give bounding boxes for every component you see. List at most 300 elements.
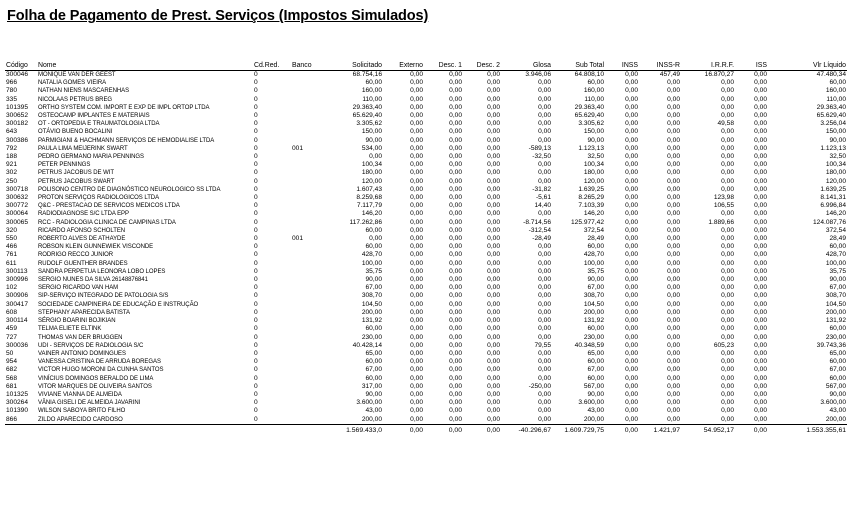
table-cell: VANESSA CRISTINA DE ARRUDA BOREGAS	[38, 359, 161, 366]
table-row	[5, 268, 847, 276]
table-cell: 0,00	[449, 284, 462, 292]
table-cell: 0	[254, 317, 258, 325]
table-cell: 0,00	[754, 202, 767, 210]
table-cell: 0	[254, 71, 258, 78]
table-cell: 0,00	[487, 267, 500, 275]
table-cell: 0,00	[410, 144, 423, 152]
table-cell	[291, 350, 321, 358]
table-cell: 0,00	[754, 177, 767, 185]
table-cell: PETER PENNINGS	[38, 162, 91, 169]
table-cell: 0,00	[667, 226, 680, 234]
table-cell: 0,00	[754, 128, 767, 136]
table-cell: 0,00	[667, 136, 680, 144]
table-row	[5, 186, 847, 194]
table-cell: 0,00	[721, 317, 734, 325]
table-header-row	[5, 61, 847, 71]
table-cell: 60,00	[829, 325, 846, 333]
table-cell	[291, 112, 321, 120]
table-cell: 0,00	[487, 382, 500, 390]
table-cell: 300632	[6, 194, 29, 202]
table-cell: 0,00	[721, 374, 734, 382]
table-cell: 0,00	[721, 103, 734, 111]
table-cell: 90,00	[829, 136, 846, 144]
table-cell: 120,00	[583, 177, 604, 185]
table-cell: 0,00	[449, 349, 462, 357]
table-cell: 100,34	[583, 161, 604, 169]
table-cell	[291, 407, 321, 415]
table-cell: 0,00	[487, 235, 500, 243]
table-cell: -589,13	[528, 144, 551, 152]
table-cell: 0	[254, 103, 258, 111]
table-cell: 0,00	[449, 210, 462, 218]
table-cell: 0,00	[754, 341, 767, 349]
table-cell: 0,00	[487, 284, 500, 292]
table-cell: 0,00	[625, 235, 638, 243]
table-cell: 0	[254, 399, 258, 407]
table-cell: 64.808,10	[574, 71, 604, 78]
col-header-iss: ISS	[735, 61, 768, 71]
table-row	[5, 71, 847, 80]
table-cell: 0	[254, 415, 258, 423]
table-cell: 0,00	[449, 276, 462, 284]
table-cell: 1.889,66	[708, 218, 734, 226]
table-cell: 0,00	[449, 120, 462, 128]
table-cell: 160,00	[361, 87, 382, 95]
table-cell: 567,00	[583, 382, 604, 390]
table-cell: 0,00	[410, 185, 423, 193]
table-cell: 35,75	[365, 267, 382, 275]
table-row	[5, 104, 847, 112]
table-cell: 0,00	[410, 202, 423, 210]
table-row	[5, 383, 847, 391]
table-cell: 0,00	[410, 390, 423, 398]
table-cell: 0,00	[410, 153, 423, 161]
table-cell: 0	[254, 333, 258, 341]
table-cell: 14,40	[534, 202, 551, 210]
table-cell	[291, 137, 321, 145]
table-cell: 0,00	[754, 71, 767, 78]
table-row	[5, 416, 847, 425]
table-cell: 0,00	[449, 235, 462, 243]
table-cell: 60,00	[587, 79, 604, 87]
table-cell: 0,00	[625, 259, 638, 267]
table-cell: 0	[254, 284, 258, 292]
table-cell: 0,00	[410, 103, 423, 111]
table-cell: 300906	[6, 292, 29, 300]
table-cell: 1.123,13	[820, 144, 846, 152]
table-cell: 0	[254, 226, 258, 234]
table-cell: 180,00	[361, 169, 382, 177]
table-cell: 0,00	[449, 161, 462, 169]
table-cell: 0,00	[538, 407, 551, 415]
table-cell	[291, 251, 321, 259]
table-cell: 0,00	[667, 153, 680, 161]
table-cell: 131,92	[583, 317, 604, 325]
table-cell: 0,00	[721, 87, 734, 95]
table-cell	[291, 276, 321, 284]
table-cell: 0,00	[410, 71, 423, 78]
table-cell: 0	[254, 95, 258, 103]
table-cell: 0,00	[487, 259, 500, 267]
table-cell: 0,00	[449, 95, 462, 103]
table-row	[5, 79, 847, 87]
table-cell	[291, 317, 321, 325]
col-header-codigo: Código	[5, 61, 37, 71]
table-cell: 110,00	[584, 95, 604, 103]
table-cell: 230,00	[361, 333, 382, 341]
table-cell: 0	[254, 144, 258, 152]
table-cell: 0,00	[487, 399, 500, 407]
total-vlr-liquido: 1.553.355,61	[768, 424, 847, 435]
table-cell: 0,00	[449, 325, 462, 333]
table-cell: 65,00	[365, 349, 382, 357]
table-cell: 0	[254, 161, 258, 169]
table-cell: 335	[6, 95, 18, 103]
table-cell: 0	[254, 251, 258, 259]
table-cell: 0,00	[487, 185, 500, 193]
table-cell: 90,00	[365, 390, 382, 398]
table-cell: PETRUS JACOBUS SWART	[38, 178, 115, 185]
table-cell: 0,00	[667, 325, 680, 333]
table-cell	[291, 120, 321, 128]
table-row	[5, 153, 847, 161]
table-cell: 0,00	[625, 185, 638, 193]
table-cell: -31,82	[532, 185, 551, 193]
table-cell	[291, 366, 321, 374]
table-cell: 60,00	[365, 79, 382, 87]
table-cell: 0,00	[538, 349, 551, 357]
table-cell: -8.714,56	[523, 218, 551, 226]
table-cell: 0,00	[410, 112, 423, 120]
table-cell: 117.262,86	[349, 218, 382, 226]
table-cell: 0,00	[410, 136, 423, 144]
table-cell: 0,00	[449, 103, 462, 111]
table-cell: NATHAN NIENS MASCARENHAS	[38, 88, 130, 95]
table-cell: 0,00	[721, 267, 734, 275]
table-cell: 60,00	[365, 243, 382, 251]
table-cell: 0,00	[487, 374, 500, 382]
table-cell: 0,00	[721, 259, 734, 267]
table-cell	[291, 227, 321, 235]
table-cell: 792	[6, 144, 18, 152]
table-cell: 90,00	[365, 276, 382, 284]
table-cell: 643	[6, 128, 18, 136]
table-cell: 0	[254, 120, 258, 128]
table-cell: 0,00	[410, 341, 423, 349]
table-cell: 0,00	[625, 292, 638, 300]
table-cell: 3.600,00	[356, 399, 382, 407]
table-row	[5, 120, 847, 128]
table-cell: 0,00	[754, 276, 767, 284]
table-cell: OTÁVIO BUENO BOCALINI	[38, 129, 113, 136]
table-cell: 0	[254, 366, 258, 374]
table-cell: 0	[254, 292, 258, 300]
table-cell: 0,00	[487, 300, 500, 308]
table-cell: 3.305,62	[578, 120, 604, 128]
table-cell	[291, 268, 321, 276]
report-title: Folha de Pagamento de Prest. Serviços (Impostos Simulados)	[7, 8, 429, 24]
table-cell: 60,00	[587, 243, 604, 251]
table-cell: 0,00	[369, 235, 382, 243]
table-cell: 308,70	[583, 292, 604, 300]
table-cell: 0,00	[625, 112, 638, 120]
table-cell: 0,00	[410, 235, 423, 243]
table-cell: 0,00	[538, 276, 551, 284]
table-cell: 160,00	[583, 87, 604, 95]
table-cell: 0,00	[410, 399, 423, 407]
table-cell: 0,00	[410, 292, 423, 300]
table-cell: RCC - RADIOLOGIA CLINICA DE CAMPINAS LTDA	[38, 219, 176, 226]
table-cell: 0,00	[538, 120, 551, 128]
table-row	[5, 219, 847, 227]
table-cell: 200,00	[825, 308, 846, 316]
table-cell: 0,00	[667, 185, 680, 193]
table-cell: PAULA LIMA MEIJERINK SWART	[38, 145, 128, 152]
table-cell: 0,00	[410, 325, 423, 333]
table-cell: 300065	[6, 218, 29, 226]
table-cell: 0,00	[625, 161, 638, 169]
table-cell: 0,00	[625, 390, 638, 398]
table-cell: 0,00	[449, 87, 462, 95]
table-cell: 457,49	[659, 71, 680, 78]
table-cell: 0,00	[721, 177, 734, 185]
table-cell	[291, 79, 321, 87]
table-cell: 0,00	[667, 276, 680, 284]
table-cell: 0,00	[754, 251, 767, 259]
table-cell: 459	[6, 325, 18, 333]
table-cell: 0,00	[721, 136, 734, 144]
table-cell	[291, 219, 321, 227]
table-row	[5, 112, 847, 120]
col-header-glosa: Glosa	[501, 61, 552, 71]
table-cell: 43,00	[829, 407, 846, 415]
table-cell: 0,00	[721, 308, 734, 316]
table-cell: 200,00	[583, 415, 604, 423]
table-cell: 0,00	[625, 128, 638, 136]
table-cell	[291, 325, 321, 333]
table-row	[5, 366, 847, 374]
table-cell: 100,00	[583, 259, 604, 267]
table-cell: 300182	[6, 120, 29, 128]
table-row	[5, 235, 847, 243]
table-cell: 60,00	[365, 358, 382, 366]
table-cell: 68.754,16	[352, 71, 382, 78]
table-cell	[291, 383, 321, 391]
table-cell: 0,00	[410, 366, 423, 374]
table-cell: 0	[254, 128, 258, 136]
table-cell: 0,00	[410, 374, 423, 382]
table-cell: 0,00	[625, 399, 638, 407]
table-cell: 0,00	[625, 120, 638, 128]
table-cell: 300264	[6, 399, 29, 407]
table-cell: 100,34	[825, 161, 846, 169]
table-cell: 308,70	[825, 292, 846, 300]
table-cell: 317,00	[361, 382, 382, 390]
table-cell: 0,00	[487, 136, 500, 144]
table-cell: 0,00	[449, 259, 462, 267]
table-cell: PARMIGIANI & HACHMANN SERVIÇOS DE HEMODIALISE LTDA	[38, 137, 215, 144]
table-cell: 0,00	[625, 226, 638, 234]
table-cell: 300114	[6, 317, 28, 325]
table-row	[5, 317, 847, 325]
table-row	[5, 178, 847, 186]
table-cell: 65.629,40	[352, 112, 382, 120]
table-cell: 0,00	[754, 153, 767, 161]
table-cell: 0,00	[754, 415, 767, 423]
table-cell: 0,00	[667, 177, 680, 185]
total-cell	[37, 424, 253, 435]
table-cell: 0,00	[487, 358, 500, 366]
table-row	[5, 194, 847, 202]
table-cell: 1.639,25	[578, 185, 604, 193]
table-cell: 0	[254, 325, 258, 333]
table-cell: 302	[6, 169, 18, 177]
total-cell	[5, 424, 37, 435]
table-cell: 0,00	[449, 194, 462, 202]
table-cell: 32,50	[829, 153, 846, 161]
total-iss: 0,00	[735, 424, 768, 435]
table-cell: 0,00	[449, 415, 462, 423]
table-cell: 0,00	[625, 308, 638, 316]
table-cell: 0,00	[487, 153, 500, 161]
table-cell: 0,00	[667, 103, 680, 111]
table-cell: 921	[6, 161, 18, 169]
table-cell: 0,00	[410, 251, 423, 259]
table-cell: 67,00	[829, 284, 846, 292]
table-cell: 0,00	[487, 390, 500, 398]
table-cell: 110,00	[362, 95, 382, 103]
table-cell: 0,00	[449, 71, 462, 78]
table-cell: 780	[6, 87, 18, 95]
table-cell: RUDOLF GUENTHER BRANDES	[38, 260, 128, 267]
table-cell: 0,00	[410, 210, 423, 218]
table-cell: 0,00	[538, 317, 551, 325]
table-cell	[291, 96, 321, 104]
table-cell: 0,00	[721, 284, 734, 292]
table-cell: 28,49	[829, 235, 846, 243]
table-cell: 0,00	[754, 120, 767, 128]
table-cell: 0,00	[410, 243, 423, 251]
table-cell: 29.363,40	[574, 103, 604, 111]
table-cell: 0,00	[449, 243, 462, 251]
table-cell: 160,00	[825, 87, 846, 95]
table-cell: 608	[6, 308, 18, 316]
table-cell: 0,00	[487, 226, 500, 234]
table-cell: 6.996,84	[820, 202, 846, 210]
table-cell: 146,20	[825, 210, 846, 218]
table-cell: 0,00	[721, 407, 734, 415]
table-cell: 0,00	[410, 226, 423, 234]
table-row	[5, 325, 847, 333]
table-cell: 320	[6, 226, 18, 234]
table-cell: SIP-SERVIÇO INTEGRADO DE PATOLOGIA S/S	[38, 293, 169, 300]
table-cell: 866	[6, 415, 18, 423]
table-cell: 0,00	[754, 103, 767, 111]
table-cell: 0,00	[449, 407, 462, 415]
table-cell: 35,75	[587, 267, 604, 275]
table-cell: 3.305,62	[356, 120, 382, 128]
table-cell: 954	[6, 358, 18, 366]
table-cell: 40.348,59	[574, 341, 604, 349]
table-cell	[291, 178, 321, 186]
table-cell: 0,00	[538, 300, 551, 308]
table-cell: 682	[6, 366, 18, 374]
table-cell: 124.087,76	[812, 218, 846, 226]
table-cell: 65,00	[829, 349, 846, 357]
table-cell: 104,50	[825, 300, 846, 308]
table-cell: 0	[254, 407, 258, 415]
table-cell: 29.363,40	[352, 103, 382, 111]
table-cell: 300996	[6, 276, 29, 284]
table-cell: 0	[254, 153, 258, 161]
total-glosa: -40.296,67	[501, 424, 552, 435]
table-cell: SOCIEDADE CAMPINEIRA DE EDUCAÇÃO E INSTRUÇÃO	[38, 301, 199, 308]
total-desc1: 0,00	[424, 424, 463, 435]
table-cell: 0,00	[487, 177, 500, 185]
table-cell: 67,00	[829, 366, 846, 374]
table-cell: 0,00	[410, 333, 423, 341]
table-cell: 0,00	[625, 317, 638, 325]
table-cell: -28,49	[532, 235, 551, 243]
table-cell	[291, 416, 321, 425]
table-cell: 0,00	[410, 276, 423, 284]
table-cell: 0,00	[487, 144, 500, 152]
table-cell	[291, 309, 321, 317]
table-cell: 106,55	[713, 202, 734, 210]
table-row	[5, 391, 847, 399]
table-row	[5, 161, 847, 169]
table-cell	[291, 243, 321, 251]
table-cell: 16.870,27	[704, 71, 734, 78]
table-cell: THOMAS VAN DER BRUGGEN	[38, 334, 123, 341]
table-cell	[291, 301, 321, 309]
table-cell: 0,00	[625, 267, 638, 275]
table-cell: 49,58	[717, 120, 734, 128]
table-cell	[291, 153, 321, 161]
table-cell: 7.117,79	[356, 202, 382, 210]
col-header-inss-r: INSS-R	[639, 61, 681, 71]
table-row	[5, 292, 847, 300]
table-cell: 0,00	[449, 374, 462, 382]
col-header-subtotal: Sub Total	[552, 61, 605, 71]
table-cell: 0	[254, 169, 258, 177]
table-cell: 0,00	[449, 390, 462, 398]
table-cell: 0,00	[667, 194, 680, 202]
table-cell: 611	[6, 259, 17, 267]
table-cell: 0,00	[625, 407, 638, 415]
table-cell: 0,00	[625, 136, 638, 144]
table-cell: 90,00	[365, 136, 382, 144]
table-cell: 0,00	[538, 259, 551, 267]
table-cell: 372,54	[583, 226, 604, 234]
table-cell: 0,00	[754, 112, 767, 120]
table-cell	[291, 202, 321, 210]
table-cell: 0,00	[538, 103, 551, 111]
table-row	[5, 358, 847, 366]
table-cell: 60,00	[829, 374, 846, 382]
table-cell: 372,54	[825, 226, 846, 234]
table-cell: 0,00	[721, 292, 734, 300]
table-cell: 200,00	[361, 415, 382, 423]
table-cell: 0,00	[754, 399, 767, 407]
table-cell: 0,00	[538, 128, 551, 136]
table-cell: 0,00	[487, 218, 500, 226]
table-cell: 0,00	[487, 317, 500, 325]
col-header-nome: Nome	[37, 61, 253, 71]
table-cell: 0,00	[487, 341, 500, 349]
table-cell: 39.743,36	[816, 341, 846, 349]
table-cell: 101395	[6, 103, 29, 111]
